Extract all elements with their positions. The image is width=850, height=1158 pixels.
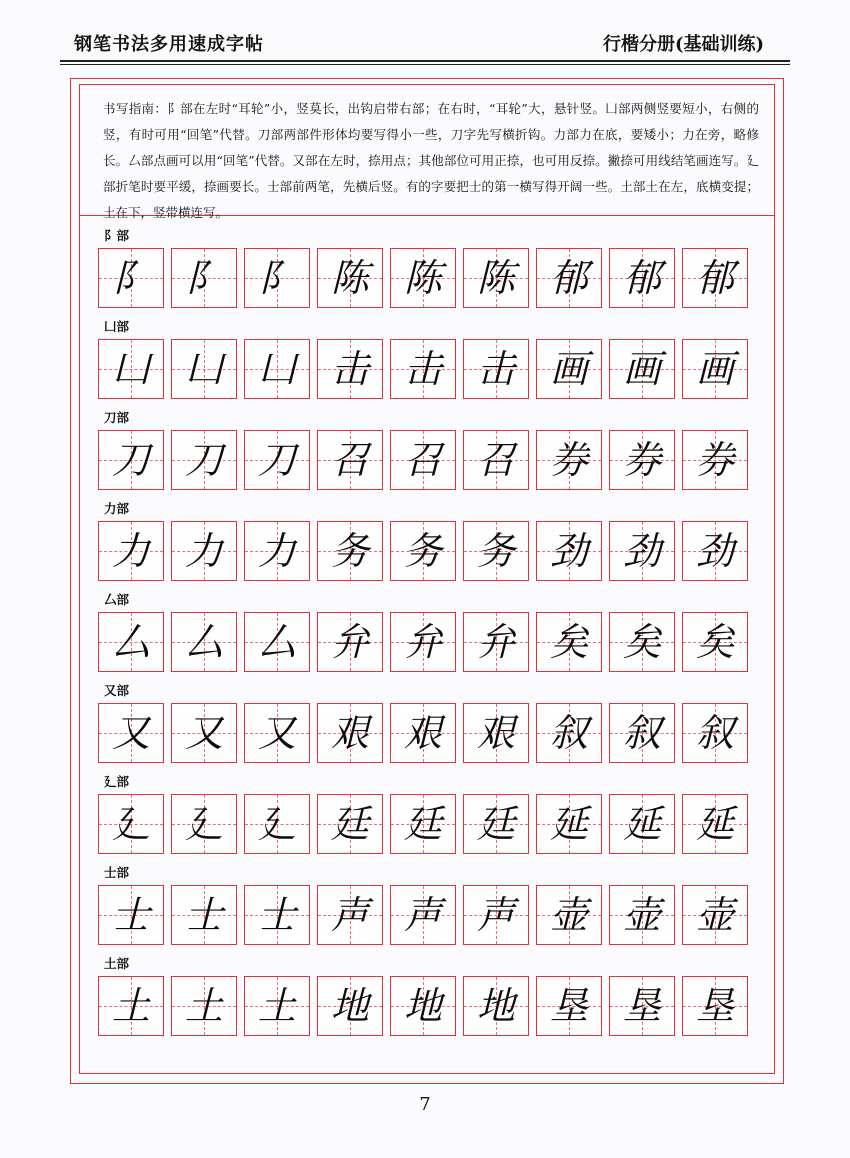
- practice-row: [98, 885, 756, 945]
- practice-row: [98, 976, 756, 1036]
- practice-cell: [463, 794, 529, 854]
- practice-character: 务: [403, 529, 442, 573]
- practice-cell: [244, 612, 310, 672]
- practice-cell: [171, 248, 237, 308]
- practice-character: 矣: [622, 620, 661, 664]
- practice-character: 土: [184, 984, 223, 1028]
- practice-character: 地: [330, 984, 369, 1028]
- row-label: 阝部: [104, 228, 130, 243]
- practice-cell: [98, 976, 164, 1036]
- practice-cell: [609, 703, 675, 763]
- practice-character: 士: [111, 893, 150, 937]
- practice-character: 弁: [330, 620, 369, 664]
- practice-character: 力: [184, 529, 223, 573]
- practice-character: 郁: [549, 256, 588, 300]
- practice-cell: [609, 521, 675, 581]
- practice-cell: [317, 430, 383, 490]
- practice-character: 声: [330, 893, 369, 937]
- practice-character: 召: [476, 438, 515, 482]
- practice-character: 声: [403, 893, 442, 937]
- practice-cell: [390, 612, 456, 672]
- practice-cell: [98, 885, 164, 945]
- practice-cell: [682, 248, 748, 308]
- practice-character: 击: [330, 347, 369, 391]
- practice-character: 叙: [622, 711, 661, 755]
- practice-cell: [171, 703, 237, 763]
- practice-character: 壶: [549, 893, 588, 937]
- practice-character: 劲: [549, 529, 588, 573]
- practice-character: 叙: [695, 711, 734, 755]
- practice-cell: [171, 794, 237, 854]
- practice-row: [98, 521, 756, 581]
- practice-cell: [463, 248, 529, 308]
- practice-character: 士: [257, 893, 296, 937]
- practice-character: 矣: [549, 620, 588, 664]
- practice-cell: [98, 521, 164, 581]
- practice-cell: [171, 430, 237, 490]
- practice-character: 弁: [476, 620, 515, 664]
- practice-character: 厶: [111, 620, 150, 664]
- practice-character: 画: [549, 347, 588, 391]
- practice-cell: [609, 976, 675, 1036]
- practice-cell: [244, 339, 310, 399]
- practice-row: [98, 339, 756, 399]
- practice-character: 壶: [695, 893, 734, 937]
- row-label: 凵部: [104, 319, 130, 334]
- practice-character: 画: [622, 347, 661, 391]
- practice-cell: [609, 612, 675, 672]
- practice-character: 劲: [622, 529, 661, 573]
- practice-cell: [463, 521, 529, 581]
- row-label: 又部: [104, 683, 130, 698]
- practice-cell: [390, 703, 456, 763]
- practice-character: 刀: [184, 438, 223, 482]
- practice-character: 廴: [257, 802, 296, 846]
- practice-cell: [171, 976, 237, 1036]
- practice-character: 延: [622, 802, 661, 846]
- practice-character: 艰: [330, 711, 369, 755]
- practice-character: 土: [111, 984, 150, 1028]
- practice-character: 刀: [111, 438, 150, 482]
- practice-row: [98, 612, 756, 672]
- row-label: 廴部: [104, 774, 130, 789]
- practice-character: 阝: [257, 256, 296, 300]
- practice-character: 壶: [622, 893, 661, 937]
- practice-cell: [463, 339, 529, 399]
- practice-character: 券: [549, 438, 588, 482]
- practice-cell: [390, 248, 456, 308]
- practice-character: 廷: [476, 802, 515, 846]
- practice-cell: [390, 976, 456, 1036]
- page-number: 7: [419, 1094, 431, 1115]
- practice-cell: [463, 703, 529, 763]
- practice-character: 矣: [695, 620, 734, 664]
- practice-cell: [536, 885, 602, 945]
- practice-cell: [536, 521, 602, 581]
- practice-character: 士: [184, 893, 223, 937]
- practice-cell: [244, 248, 310, 308]
- practice-character: 刀: [257, 438, 296, 482]
- practice-character: 厶: [257, 620, 296, 664]
- practice-cell: [317, 703, 383, 763]
- row-label: 士部: [104, 865, 130, 880]
- practice-character: 画: [695, 347, 734, 391]
- practice-cell: [171, 612, 237, 672]
- practice-character: 又: [184, 711, 223, 755]
- practice-cell: [609, 339, 675, 399]
- practice-cell: [536, 794, 602, 854]
- practice-character: 务: [476, 529, 515, 573]
- book-title: 钢笔书法多用速成字帖: [74, 34, 264, 55]
- practice-character: 廷: [403, 802, 442, 846]
- practice-cell: [390, 430, 456, 490]
- practice-cell: [536, 612, 602, 672]
- practice-character: 廴: [111, 802, 150, 846]
- practice-cell: [98, 430, 164, 490]
- practice-cell: [609, 430, 675, 490]
- practice-character: 劲: [695, 529, 734, 573]
- writing-guide: 书写指南：阝部在左时“耳轮”小，竖莫长，出钩启带右部；在右时，“耳轮”大，悬针竖。凵部两侧竖要短小，右侧的竖，有时可用“回笔”代替。刀部两部件形体均要写得小一些，刀字先写横折钩。力部力在底，要矮小；力在旁，略修长。厶部点画可以用“回笔”代替。又部在左时，捺用点；其他部位可用正捺，也可用反捺。撇捺可用线结笔画连写。廴部折笔时要平缓，捺画要长。士部前两笔，先横后竖。有的字要把士的第一横写得开阔一些。土部土在左，底横变提；土在下，竖带横连写。: [79, 84, 775, 216]
- section-title: 行楷分册(基础训练): [602, 34, 764, 55]
- practice-character: 击: [403, 347, 442, 391]
- practice-cell: [463, 430, 529, 490]
- practice-character: 弁: [403, 620, 442, 664]
- practice-cell: [317, 612, 383, 672]
- practice-character: 又: [111, 711, 150, 755]
- practice-cell: [317, 521, 383, 581]
- practice-character: 召: [330, 438, 369, 482]
- practice-character: 声: [476, 893, 515, 937]
- practice-character: 凵: [257, 347, 296, 391]
- practice-cell: [244, 703, 310, 763]
- practice-character: 廷: [330, 802, 369, 846]
- practice-character: 厶: [184, 620, 223, 664]
- practice-character: 陈: [330, 256, 369, 300]
- practice-cell: [390, 339, 456, 399]
- practice-character: 力: [111, 529, 150, 573]
- practice-character: 凵: [111, 347, 150, 391]
- header-rule-thin: [60, 64, 790, 65]
- practice-character: 郁: [695, 256, 734, 300]
- practice-cell: [317, 248, 383, 308]
- practice-character: 力: [257, 529, 296, 573]
- practice-character: 阝: [184, 256, 223, 300]
- practice-cell: [536, 248, 602, 308]
- header-rule: [60, 60, 790, 62]
- practice-cell: [682, 430, 748, 490]
- practice-cell: [609, 248, 675, 308]
- practice-character: 艰: [476, 711, 515, 755]
- practice-character: 土: [257, 984, 296, 1028]
- row-label: 刀部: [104, 410, 130, 425]
- practice-cell: [317, 885, 383, 945]
- practice-cell: [244, 430, 310, 490]
- practice-row: [98, 703, 756, 763]
- practice-character: 地: [403, 984, 442, 1028]
- practice-character: 务: [330, 529, 369, 573]
- practice-cell: [317, 339, 383, 399]
- practice-cell: [682, 612, 748, 672]
- practice-cell: [317, 794, 383, 854]
- practice-character: 击: [476, 347, 515, 391]
- practice-character: 券: [695, 438, 734, 482]
- practice-cell: [682, 976, 748, 1036]
- practice-character: 郁: [622, 256, 661, 300]
- practice-character: 延: [549, 802, 588, 846]
- practice-cell: [98, 339, 164, 399]
- row-label: 土部: [104, 956, 130, 971]
- practice-cell: [244, 885, 310, 945]
- practice-character: 地: [476, 984, 515, 1028]
- practice-cell: [609, 885, 675, 945]
- practice-character: 叙: [549, 711, 588, 755]
- practice-cell: [98, 612, 164, 672]
- practice-character: 陈: [403, 256, 442, 300]
- practice-cell: [244, 976, 310, 1036]
- practice-cell: [390, 794, 456, 854]
- practice-cell: [98, 248, 164, 308]
- practice-cell: [609, 794, 675, 854]
- practice-cell: [171, 339, 237, 399]
- practice-cell: [536, 976, 602, 1036]
- practice-cell: [463, 612, 529, 672]
- practice-cell: [536, 339, 602, 399]
- practice-cell: [98, 794, 164, 854]
- practice-cell: [390, 885, 456, 945]
- practice-character: 阝: [111, 256, 150, 300]
- practice-cell: [171, 521, 237, 581]
- practice-character: 廴: [184, 802, 223, 846]
- practice-cell: [682, 794, 748, 854]
- practice-row: [98, 794, 756, 854]
- practice-character: 召: [403, 438, 442, 482]
- practice-cell: [463, 976, 529, 1036]
- practice-character: 陈: [476, 256, 515, 300]
- practice-cell: [682, 521, 748, 581]
- practice-cell: [390, 521, 456, 581]
- practice-character: 延: [695, 802, 734, 846]
- practice-cell: [682, 703, 748, 763]
- practice-cell: [682, 885, 748, 945]
- practice-character: 券: [622, 438, 661, 482]
- practice-character: 艰: [403, 711, 442, 755]
- practice-character: 垦: [549, 984, 588, 1028]
- practice-character: 垦: [695, 984, 734, 1028]
- practice-cell: [244, 521, 310, 581]
- practice-character: 垦: [622, 984, 661, 1028]
- practice-cell: [536, 703, 602, 763]
- practice-cell: [244, 794, 310, 854]
- practice-cell: [171, 885, 237, 945]
- practice-row: [98, 430, 756, 490]
- row-label: 厶部: [104, 592, 130, 607]
- practice-cell: [98, 703, 164, 763]
- practice-cell: [463, 885, 529, 945]
- practice-cell: [682, 339, 748, 399]
- practice-cell: [317, 976, 383, 1036]
- practice-character: 又: [257, 711, 296, 755]
- practice-character: 凵: [184, 347, 223, 391]
- practice-row: [98, 248, 756, 308]
- row-label: 力部: [104, 501, 130, 516]
- practice-cell: [536, 430, 602, 490]
